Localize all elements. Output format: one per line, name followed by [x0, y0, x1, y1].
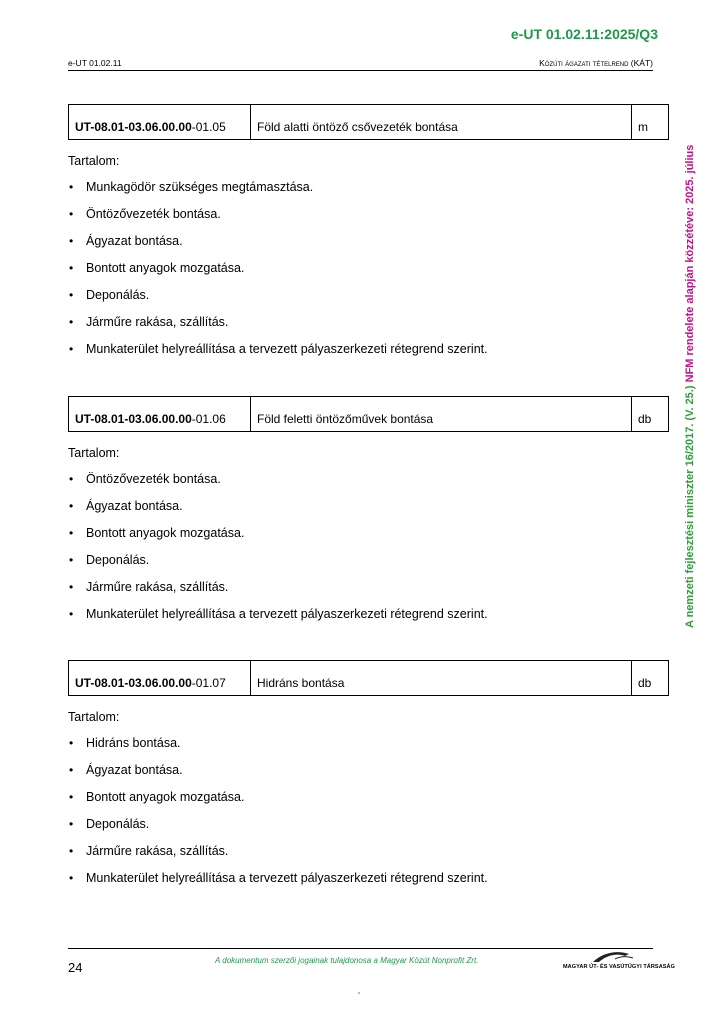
- page-dot: [358, 992, 360, 994]
- content-label: Tartalom:: [68, 446, 120, 460]
- list-item: • Deponálás.: [68, 288, 669, 303]
- list-item: • Deponálás.: [68, 817, 669, 832]
- item-code-suffix: -01.05: [191, 120, 226, 134]
- item-unit-cell: m: [638, 120, 648, 134]
- content-list: [68, 180, 669, 357]
- item-block: [68, 104, 669, 357]
- item-name-cell: Föld feletti öntözőművek bontása: [251, 397, 632, 431]
- footer-divider: [68, 948, 653, 949]
- list-item: • Bontott anyagok mozgatása.: [68, 790, 669, 805]
- page-header: [68, 58, 653, 71]
- item-header-table: [68, 660, 669, 696]
- list-item: • Hidráns bontása.: [68, 736, 669, 751]
- item-block: [68, 396, 669, 622]
- list-item: • Ágyazat bontása.: [68, 234, 669, 249]
- logo-text: MAGYAR ÚT- ÉS VASÚTÜGYI TÁRSASÁG: [563, 964, 675, 970]
- list-item: • Bontott anyagok mozgatása.: [68, 261, 669, 276]
- list-item: • Munkaterület helyreállítása a tervezett pályaszerkezeti rétegrend szerint.: [68, 342, 669, 357]
- list-item: • Járműre rakása, szállítás.: [68, 580, 669, 595]
- copyright-notice: A dokumentum szerzői jogainak tulajdonosa a Magyar Közút Nonprofit Zrt.: [215, 956, 479, 965]
- item-header-table: [68, 104, 669, 140]
- item-code-bold: UT-08.01-03.06.00.00: [75, 120, 192, 134]
- list-item: • Deponálás.: [68, 553, 669, 568]
- logo-swoosh-icon: [563, 950, 655, 964]
- item-code-cell: [69, 105, 251, 139]
- item-code-suffix: -01.06: [191, 412, 226, 426]
- content-list: [68, 472, 669, 622]
- list-item: • Ágyazat bontása.: [68, 763, 669, 778]
- item-code-cell: [69, 661, 251, 695]
- item-name-cell: Hidráns bontása: [251, 661, 632, 695]
- list-item: • Bontott anyagok mozgatása.: [68, 526, 669, 541]
- side-note-part2: NFM rendelete alapján közzétéve: 2025. július: [684, 144, 696, 383]
- side-publication-note: [684, 145, 696, 628]
- list-item: • Járműre rakása, szállítás.: [68, 844, 669, 859]
- list-item: • Ágyazat bontása.: [68, 499, 669, 514]
- item-block: [68, 660, 669, 886]
- content-label: Tartalom:: [68, 154, 120, 168]
- header-right-title: Közúti ágazati tételrend (KÁT): [539, 58, 653, 68]
- list-item: • Munkagödör szükséges megtámasztása.: [68, 180, 669, 195]
- list-item: • Öntözővezeték bontása.: [68, 472, 669, 487]
- list-item: • Munkaterület helyreállítása a tervezett pályaszerkezeti rétegrend szerint.: [68, 871, 669, 886]
- item-header-table: [68, 396, 669, 432]
- item-code-suffix: -01.07: [191, 676, 226, 690]
- page-number: 24: [68, 960, 83, 975]
- list-item: • Öntözővezeték bontása.: [68, 207, 669, 222]
- content-list: [68, 736, 669, 886]
- item-code-bold: UT-08.01-03.06.00.00: [75, 412, 192, 426]
- company-logo: [563, 950, 675, 974]
- list-item: • Munkaterület helyreállítása a tervezett pályaszerkezeti rétegrend szerint.: [68, 607, 669, 622]
- item-name-cell: Föld alatti öntöző csővezeték bontása: [251, 105, 632, 139]
- content-label: Tartalom:: [68, 710, 120, 724]
- header-left-code: e-UT 01.02.11: [68, 58, 122, 68]
- side-note-part1: A nemzeti fejlesztési miniszter 16/2017. (V. 25.): [684, 382, 696, 628]
- item-unit-cell: db: [638, 412, 652, 426]
- item-code-cell: [69, 397, 251, 431]
- list-item: • Járműre rakása, szállítás.: [68, 315, 669, 330]
- item-unit-cell: db: [638, 676, 652, 690]
- document-code: e-UT 01.02.11:2025/Q3: [510, 26, 658, 42]
- item-code-bold: UT-08.01-03.06.00.00: [75, 676, 192, 690]
